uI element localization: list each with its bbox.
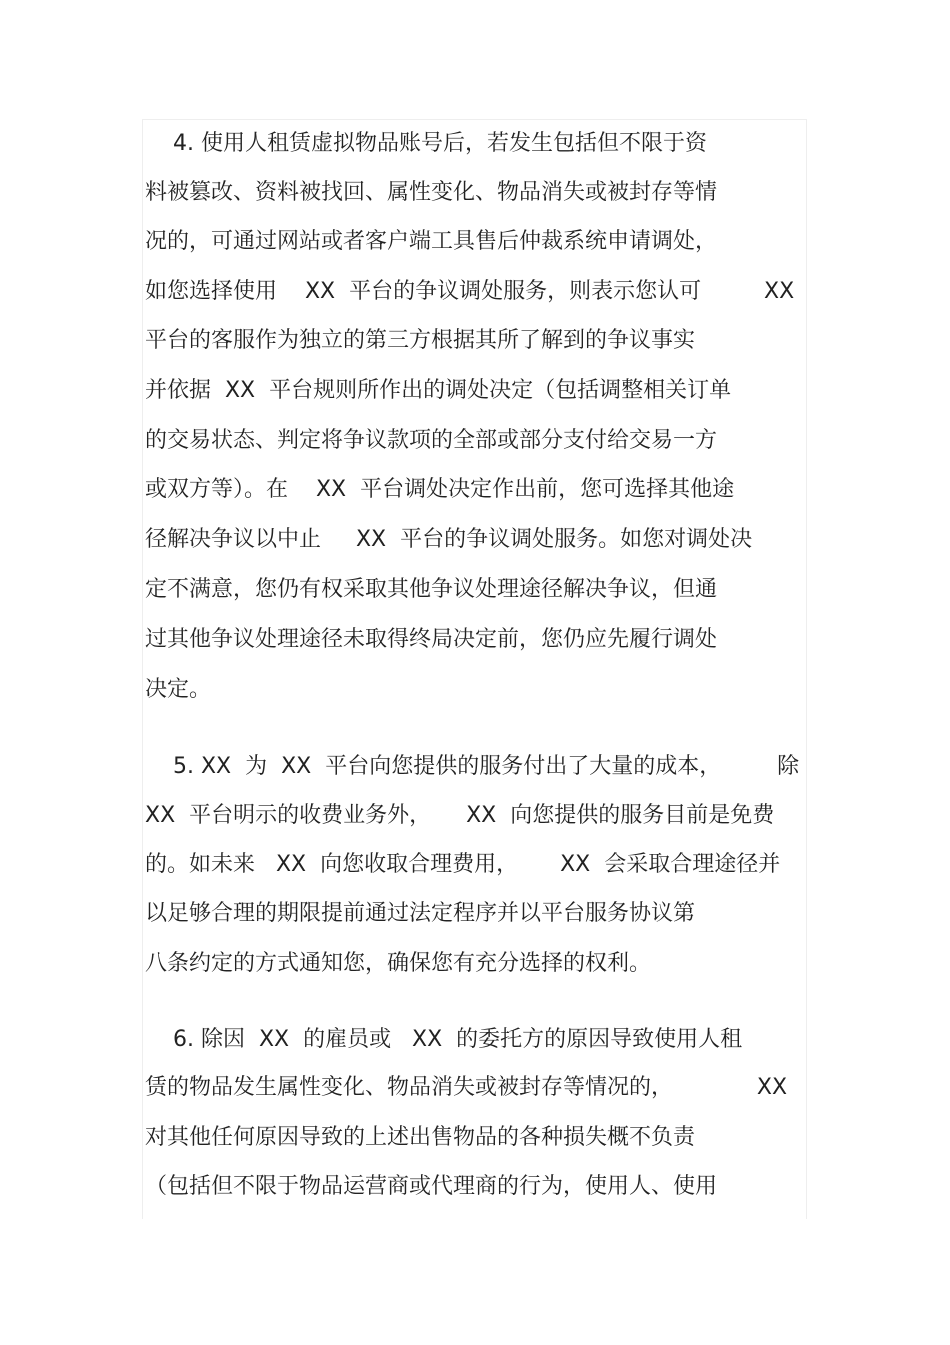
- clause-4-line-1: 4. 使用人租赁虚拟物品账号后，若发生包括但不限于资: [145, 131, 707, 156]
- clause-6-line-2: 赁的物品发生属性变化、物品消失或被封存等情况的， XX: [145, 1075, 788, 1100]
- clause-6-line-4: （包括但不限于物品运营商或代理商的行为，使用人、使用: [145, 1174, 718, 1199]
- clause-4-line-12: 决定。: [145, 677, 212, 702]
- clause-4-line-4: 如您选择使用 XX 平台的争议调处服务，则表示您认可 XX: [145, 279, 795, 304]
- clause-4-line-5: 平台的客服作为独立的第三方根据其所了解到的争议事实: [145, 328, 696, 353]
- clause-5-line-1: 5. XX 为 XX 平台向您提供的服务付出了大量的成本， 除: [145, 754, 800, 779]
- clause-5-line-4: 以足够合理的期限提前通过法定程序并以平台服务协议第: [145, 901, 696, 926]
- clause-5-line-2: XX 平台明示的收费业务外， XX 向您提供的服务目前是免费: [145, 803, 775, 828]
- clause-4-line-2: 料被篡改、资料被找回、属性变化、物品消失或被封存等情: [145, 180, 718, 205]
- clause-4-line-6: 并依据 XX 平台规则所作出的调处决定（包括调整相关订单: [145, 378, 732, 403]
- clause-4-line-11: 过其他争议处理途径未取得终局决定前，您仍应先履行调处: [145, 627, 718, 652]
- clause-5-line-3: 的。如未来 XX 向您收取合理费用， XX 会采取合理途径并: [145, 852, 781, 877]
- clause-4-line-10: 定不满意，您仍有权采取其他争议处理途径解决争议，但通: [145, 577, 718, 602]
- clause-4-line-8: 或双方等）。在 XX 平台调处决定作出前，您可选择其他途: [145, 477, 735, 502]
- clause-6-line-3: 对其他任何原因导致的上述出售物品的各种损失概不负责: [145, 1125, 696, 1150]
- clause-4-line-9: 径解决争议以中止 XX 平台的争议调处服务。如您对调处决: [145, 527, 753, 552]
- clause-6-line-1: 6. 除因 XX 的雇员或 XX 的委托方的原因导致使用人租: [145, 1027, 743, 1052]
- clause-4-line-3: 况的，可通过网站或者客户端工具售后仲裁系统申请调处，: [145, 229, 718, 254]
- clause-5-line-5: 八条约定的方式通知您，确保您有充分选择的权利。: [145, 951, 652, 976]
- clause-4-line-7: 的交易状态、判定将争议款项的全部或部分支付给交易一方: [145, 428, 718, 453]
